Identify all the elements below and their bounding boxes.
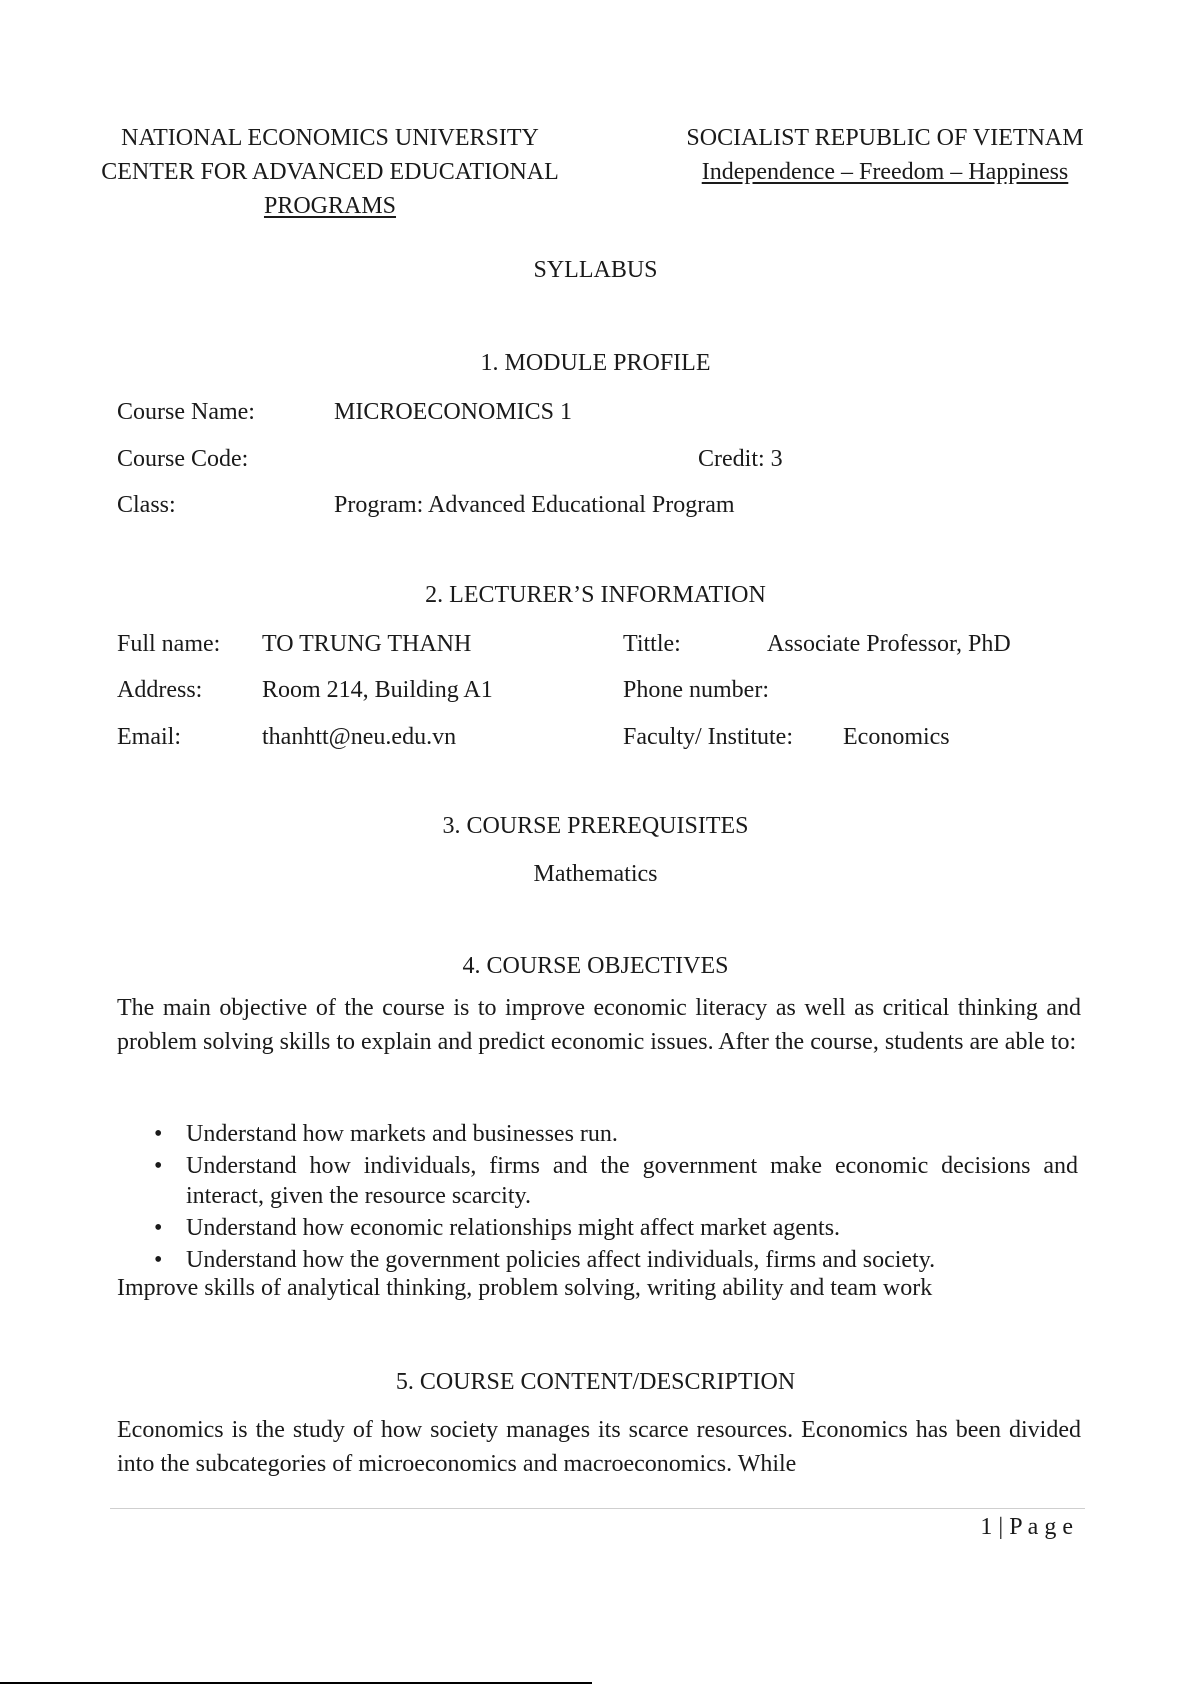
program-value: Program: Advanced Educational Program xyxy=(334,492,735,518)
bullet-icon: • xyxy=(154,1153,163,1179)
objectives-intro: The main objective of the course is to improve economic literacy as well as critical thinking and problem solving skills to explain and predict economic issues. After the course, students are able to: xyxy=(117,995,1081,1055)
center-name-line2 xyxy=(40,189,620,223)
list-item xyxy=(150,1119,1078,1149)
page-number: 1 | P a g e xyxy=(980,1514,1073,1540)
lecturer-heading: 2. LECTURER’S INFORMATION xyxy=(425,582,766,608)
phone-label: Phone number: xyxy=(623,677,769,703)
class-label: Class: xyxy=(117,492,176,518)
center-name-line2-text: PROGRAMS xyxy=(263,193,397,219)
email-value: thanhtt@neu.edu.vn xyxy=(262,724,457,750)
course-name-label: Course Name: xyxy=(117,399,255,425)
prerequisites-heading: 3. COURSE PREREQUISITES xyxy=(442,813,749,839)
content-heading: 5. COURSE CONTENT/DESCRIPTION xyxy=(395,1369,796,1395)
list-item xyxy=(150,1245,1078,1275)
center-name-line1: CENTER FOR ADVANCED EDUCATIONAL xyxy=(101,159,559,185)
full-name-value: TO TRUNG THANH xyxy=(262,631,472,657)
motto-text: Independence – Freedom – Happiness xyxy=(701,159,1069,185)
footer-divider xyxy=(110,1508,1085,1509)
full-name-label: Full name: xyxy=(117,631,221,657)
course-code-label: Course Code: xyxy=(117,446,249,472)
document-title: SYLLABUS xyxy=(533,257,658,283)
motto xyxy=(650,155,1120,189)
header-left xyxy=(40,121,620,223)
module-profile-heading: 1. MODULE PROFILE xyxy=(480,350,711,376)
bullet-icon: • xyxy=(154,1215,163,1241)
title-label: Tittle: xyxy=(623,631,681,657)
list-item xyxy=(150,1213,1078,1243)
header-right xyxy=(650,121,1120,189)
objective-text: Understand how economic relationships might affect market agents. xyxy=(186,1215,841,1241)
university-name: NATIONAL ECONOMICS UNIVERSITY xyxy=(121,125,539,151)
address-label: Address: xyxy=(117,677,203,703)
credit-value: Credit: 3 xyxy=(698,446,783,472)
objectives-list xyxy=(150,1119,1078,1277)
objectives-heading: 4. COURSE OBJECTIVES xyxy=(462,953,729,979)
objective-text: Understand how markets and businesses run. xyxy=(186,1121,618,1147)
objectives-closing: Improve skills of analytical thinking, problem solving, writing ability and team work xyxy=(117,1275,933,1301)
objective-text: Understand how individuals, firms and the government make economic decisions and interact, given the resource scarcity. xyxy=(186,1153,1078,1209)
title-value: Associate Professor, PhD xyxy=(767,631,1011,657)
country-name: SOCIALIST REPUBLIC OF VIETNAM xyxy=(686,125,1084,151)
address-value: Room 214, Building A1 xyxy=(262,677,493,703)
course-name-value: MICROECONOMICS 1 xyxy=(334,399,573,425)
bullet-icon: • xyxy=(154,1247,163,1273)
list-item xyxy=(150,1151,1078,1211)
content-paragraph: Economics is the study of how society manages its scarce resources. Economics has been divided into the subcategories of microeconomics and macroeconomics. While xyxy=(117,1417,1081,1477)
faculty-label: Faculty/ Institute: xyxy=(623,724,793,750)
prerequisites-value: Mathematics xyxy=(533,861,658,887)
bottom-divider xyxy=(0,1682,592,1684)
objective-text: Understand how the government policies affect individuals, firms and society. xyxy=(186,1247,936,1273)
faculty-value: Economics xyxy=(843,724,950,750)
bullet-icon: • xyxy=(154,1121,163,1147)
email-label: Email: xyxy=(117,724,181,750)
